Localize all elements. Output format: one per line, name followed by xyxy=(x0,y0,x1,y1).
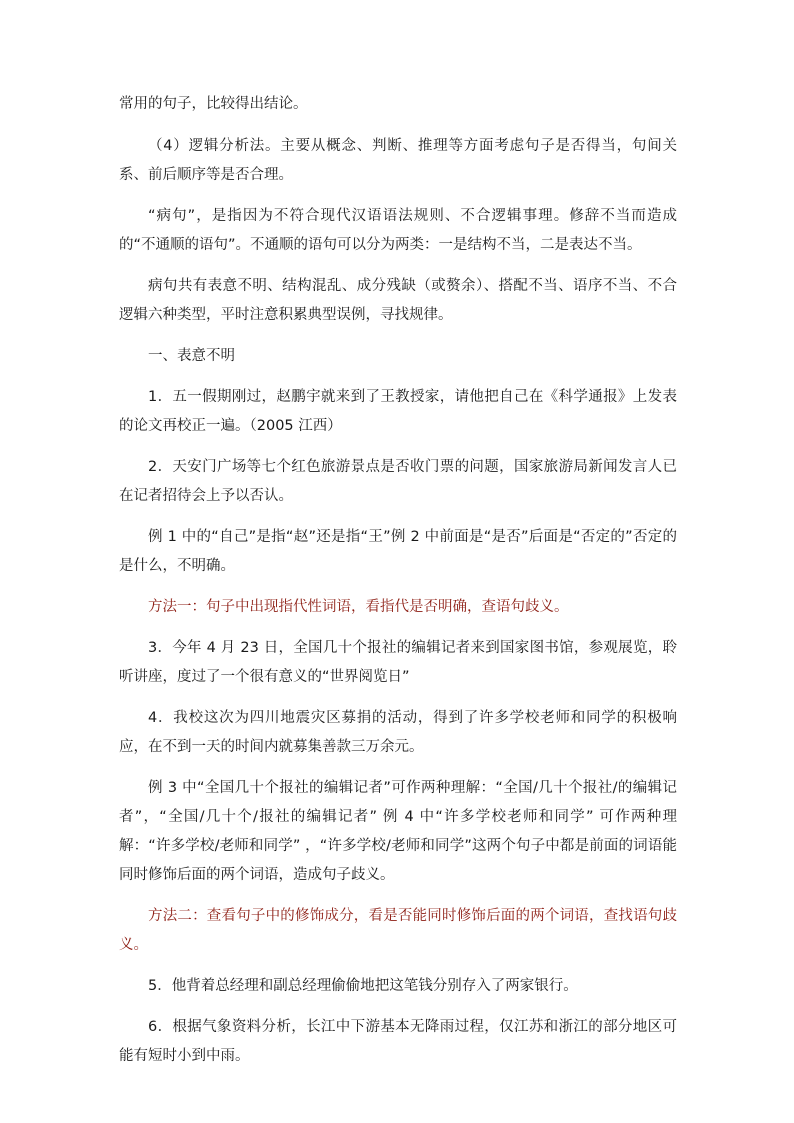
example-5: 5．他背着总经理和副总经理偷偷地把这笔钱分别存入了两家银行。 xyxy=(148,978,578,994)
section-heading: 一、表意不明 xyxy=(148,348,235,364)
paragraph-conclusion: 常用的句子，比较得出结论。 xyxy=(119,96,308,112)
example-4: 4．我校这次为四川地震灾区募捐的活动，得到了许多学校老师和同学的积极响应，在不到一天的时间内就募集善款三万余元。 xyxy=(119,710,677,755)
document-body xyxy=(119,90,677,1083)
example-2: 2．天安门广场等七个红色旅游景点是否收门票的问题，国家旅游局新闻发言人已在记者招待会上予以否认。 xyxy=(119,459,677,504)
paragraph-definition: “病句”，是指因为不符合现代汉语语法规则、不合逻辑事理。修辞不当而造成的“不通顺的语句”。不通顺的语句可以分为两类：一是结构不当，二是表达不当。 xyxy=(119,208,677,253)
example-3: 3．今年 4 月 23 日，全国几十个报社的编辑记者来到国家图书馆，参观展览，聆听讲座，度过了一个很有意义的“世界阅览日” xyxy=(119,640,677,685)
analysis-3-4: 例 3 中“全国几十个报社的编辑记者”可作两种理解：“全国/几十个报社/的编辑记者”，“全国/几十个/报社的编辑记者” 例 4 中“许多学校老师和同学” 可作两种理解：“许多学校/老师和同学” ，“许多学校/老师和同学”这两个句子中都是前面的词语能同时修饰后面的两个词语，造成句子歧义。 xyxy=(119,780,677,883)
method-one: 方法一：句子中出现指代性词语，看指代是否明确，查语句歧义。 xyxy=(148,599,569,615)
analysis-1-2: 例 1 中的“自己”是指“赵”还是指“王”例 2 中前面是“是否”后面是“否定的”否定的是什么，不明确。 xyxy=(119,529,677,574)
paragraph-types: 病句共有表意不明、结构混乱、成分残缺（或赘余）、搭配不当、语序不当、不合逻辑六种类型，平时注意积累典型误例，寻找规律。 xyxy=(119,278,677,323)
example-6: 6．根据气象资料分析，长江中下游基本无降雨过程，仅江苏和浙江的部分地区可能有短时小到中雨。 xyxy=(119,1019,677,1064)
method-two: 方法二：查看句子中的修饰成分，看是否能同时修饰后面的两个词语，查找语句歧义。 xyxy=(119,908,677,953)
paragraph-logic-method: （4）逻辑分析法。主要从概念、判断、推理等方面考虑句子是否得当，句间关系、前后顺序等是否合理。 xyxy=(119,138,677,183)
example-1: 1．五一假期刚过，赵鹏宇就来到了王教授家，请他把自己在《科学通报》上发表的论文再校正一遍。（2005 江西） xyxy=(119,389,677,434)
